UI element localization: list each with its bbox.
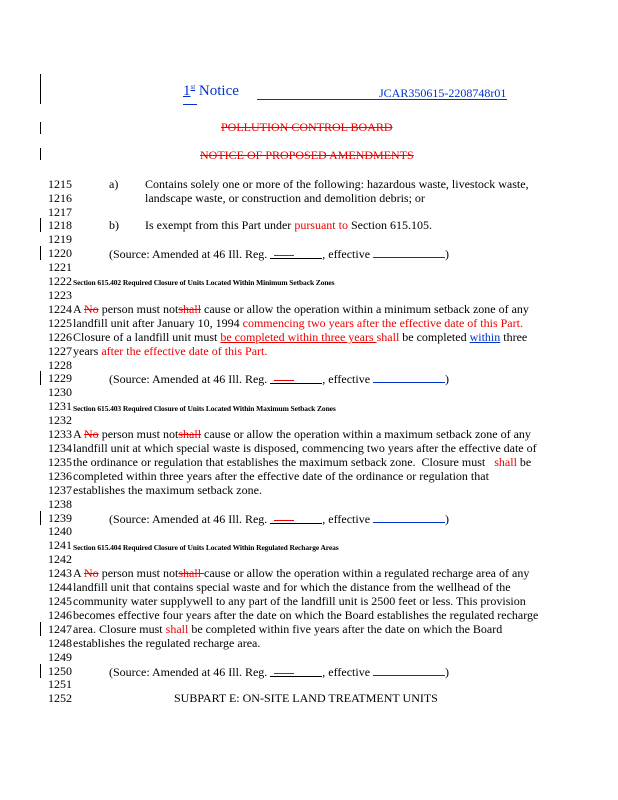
effective-blank [373, 511, 445, 523]
text-run: A [73, 302, 85, 316]
text-run: area. Closure must [73, 622, 166, 636]
item-b-post: Section 615.105. [347, 218, 432, 232]
change-bar [40, 664, 41, 678]
paragraph-line: community water supplywell to any part of the landfill unit is 2500 feet or less. This provision [73, 594, 526, 608]
item-a-text: Contains solely one or more of the following: hazardous waste, livestock waste, [145, 177, 529, 191]
text-run: landfill unit after January 10, 1994 [73, 316, 243, 330]
inserted-text: after the effective date of this Part. [101, 344, 268, 358]
line-number: 1233 [48, 427, 72, 441]
source-mid: , effective [322, 372, 374, 386]
line-number: 1218 [48, 218, 72, 232]
text-run: years [73, 344, 102, 358]
line-number: 1248 [48, 636, 72, 650]
text-run: the ordinance or regulation that establishes the maximum setback zone. Closure must [73, 455, 495, 469]
line-number: 1219 [48, 232, 72, 246]
change-bar [40, 148, 41, 160]
inserted-text: shall [494, 455, 517, 469]
source-end: ) [445, 512, 450, 526]
line-number: 1235 [48, 455, 72, 469]
notice-reference: JCAR350615-2208748r01 [379, 86, 507, 100]
source-end: ) [445, 372, 450, 386]
line-number: 1251 [48, 677, 72, 691]
source-pre: (Source: Amended at 46 Ill. Reg. [109, 247, 271, 261]
line-number: 1222 [48, 274, 72, 288]
paragraph-line: landfill unit at which special waste is disposed, commencing two years after the effective date of [73, 441, 537, 455]
line-number: 1224 [48, 302, 72, 316]
text-run: A [73, 566, 85, 580]
line-number: 1232 [48, 413, 72, 427]
paragraph-line [73, 302, 529, 316]
paragraph-line [73, 344, 267, 358]
text-run: cause or allow the operation within a regulated recharge area of any [204, 566, 530, 580]
text-run: cause or allow the operation within a minimum setback zone of any [201, 302, 529, 316]
notice-number: 1 [183, 83, 191, 99]
subpart-heading: SUBPART E: ON-SITE LAND TREATMENT UNITS [174, 691, 438, 705]
line-number: 1243 [48, 566, 72, 580]
notice-sup: st [190, 83, 196, 91]
reg-blank [270, 512, 322, 524]
line-number: 1216 [48, 191, 72, 205]
amendments-title: NOTICE OF PROPOSED AMENDMENTS [200, 148, 414, 162]
source-pre: (Source: Amended at 46 Ill. Reg. [109, 372, 271, 386]
line-number: 1230 [48, 385, 72, 399]
source-pre: (Source: Amended at 46 Ill. Reg. [109, 512, 271, 526]
line-number: 1239 [48, 511, 72, 525]
line-number: 1237 [48, 483, 72, 497]
notice-word: Notice [198, 83, 239, 99]
line-number: 1225 [48, 316, 72, 330]
section-heading: Section 615.402 Required Closure of Units Located Within Minimum Setback Zones [73, 278, 335, 287]
inserted-text: shall [165, 622, 189, 636]
change-bar [40, 246, 41, 260]
reg-blank [270, 665, 322, 677]
line-number: 1244 [48, 580, 72, 594]
paragraph-line: landfill unit that contains special waste and for which the distance from the wellhead of the [73, 580, 511, 594]
line-number: 1226 [48, 330, 72, 344]
deleted-text: shall [178, 427, 202, 441]
text-run: three [500, 330, 528, 344]
change-bar [40, 74, 41, 104]
change-bar [40, 622, 41, 636]
item-b-insert: pursuant to [294, 218, 348, 232]
item-b-pre: Is exempt from this Part under [145, 218, 295, 232]
line-number: 1245 [48, 594, 72, 608]
change-bar [40, 371, 41, 385]
effective-blank [373, 664, 445, 676]
text-run: person must not [98, 302, 179, 316]
source-note [109, 511, 449, 526]
text-run: cause or allow the operation within a maximum setback zone of any [201, 427, 531, 441]
paragraph-line [73, 566, 529, 580]
line-number: 1227 [48, 344, 72, 358]
deleted-text: shall [178, 302, 202, 316]
reg-blank [270, 247, 322, 259]
line-number: 1240 [48, 524, 72, 538]
item-a-label: a) [109, 177, 119, 191]
source-note [109, 371, 449, 386]
text-run: be completed within five years after the date on which the Board [188, 622, 503, 636]
source-note [109, 246, 449, 261]
text-run: A [73, 427, 85, 441]
reg-blank [270, 372, 322, 384]
line-number: 1228 [48, 358, 72, 372]
effective-blank [373, 371, 445, 383]
notice-header [183, 83, 239, 100]
paragraph-line [73, 455, 531, 469]
line-number: 1249 [48, 650, 72, 664]
item-b-label: b) [109, 218, 119, 232]
line-number: 1220 [48, 246, 72, 260]
moved-text: within [469, 330, 501, 344]
line-number: 1236 [48, 469, 72, 483]
change-bar [40, 218, 41, 232]
item-b-text [145, 218, 432, 232]
line-number: 1229 [48, 371, 72, 385]
source-mid: , effective [322, 665, 374, 679]
line-number: 1247 [48, 622, 72, 636]
paragraph-line: completed within three years after the effective date of the ordinance or regulation that [73, 469, 489, 483]
line-number: 1252 [48, 691, 72, 705]
line-number: 1215 [48, 177, 72, 191]
source-end: ) [445, 247, 450, 261]
source-pre: (Source: Amended at 46 Ill. Reg. [109, 665, 271, 679]
paragraph-line [73, 330, 527, 344]
line-number: 1231 [48, 399, 72, 413]
deleted-text: No [84, 427, 99, 441]
effective-blank [373, 246, 445, 258]
item-a-text-cont: landscape waste, or construction and demolition debris; or [145, 191, 425, 205]
text-run: be completed [399, 330, 470, 344]
deleted-text: No [84, 566, 99, 580]
line-number: 1221 [48, 260, 72, 274]
line-number: 1234 [48, 441, 72, 455]
inserted-text: commencing two years after the effective date of this Part. [242, 316, 523, 330]
deleted-text: shall [178, 566, 205, 580]
text-run: person must not [98, 427, 179, 441]
section-heading: Section 615.403 Required Closure of Units Located Within Maximum Setback Zones [73, 404, 336, 413]
source-note [109, 664, 449, 679]
text-run: Closure of a landfill unit must [73, 330, 221, 344]
paragraph-line: establishes the regulated recharge area. [73, 636, 261, 650]
source-mid: , effective [322, 247, 374, 261]
inserted-text: be completed within three years [220, 330, 377, 344]
source-end: ) [445, 665, 450, 679]
paragraph-line [73, 622, 502, 636]
line-number: 1250 [48, 664, 72, 678]
board-title: POLLUTION CONTROL BOARD [221, 120, 393, 134]
inserted-text: shall [376, 330, 400, 344]
text-run: be [516, 455, 532, 469]
section-heading: Section 615.404 Required Closure of Units Located Within Regulated Recharge Areas [73, 543, 339, 552]
line-number: 1241 [48, 538, 72, 552]
paragraph-line [73, 427, 531, 441]
line-number: 1223 [48, 288, 72, 302]
paragraph-line: becomes effective four years after the date on which the Board establishes the regulated recharge [73, 608, 539, 622]
paragraph-line: establishes the maximum setback zone. [73, 483, 262, 497]
text-run: person must not [98, 566, 179, 580]
change-bar [40, 511, 41, 525]
line-number: 1238 [48, 497, 72, 511]
notice-underline-short [183, 104, 197, 105]
deleted-text: No [84, 302, 99, 316]
line-number: 1246 [48, 608, 72, 622]
line-number: 1242 [48, 552, 72, 566]
paragraph-line [73, 316, 523, 330]
source-mid: , effective [322, 512, 374, 526]
line-number: 1217 [48, 205, 72, 219]
change-bar [40, 122, 41, 134]
